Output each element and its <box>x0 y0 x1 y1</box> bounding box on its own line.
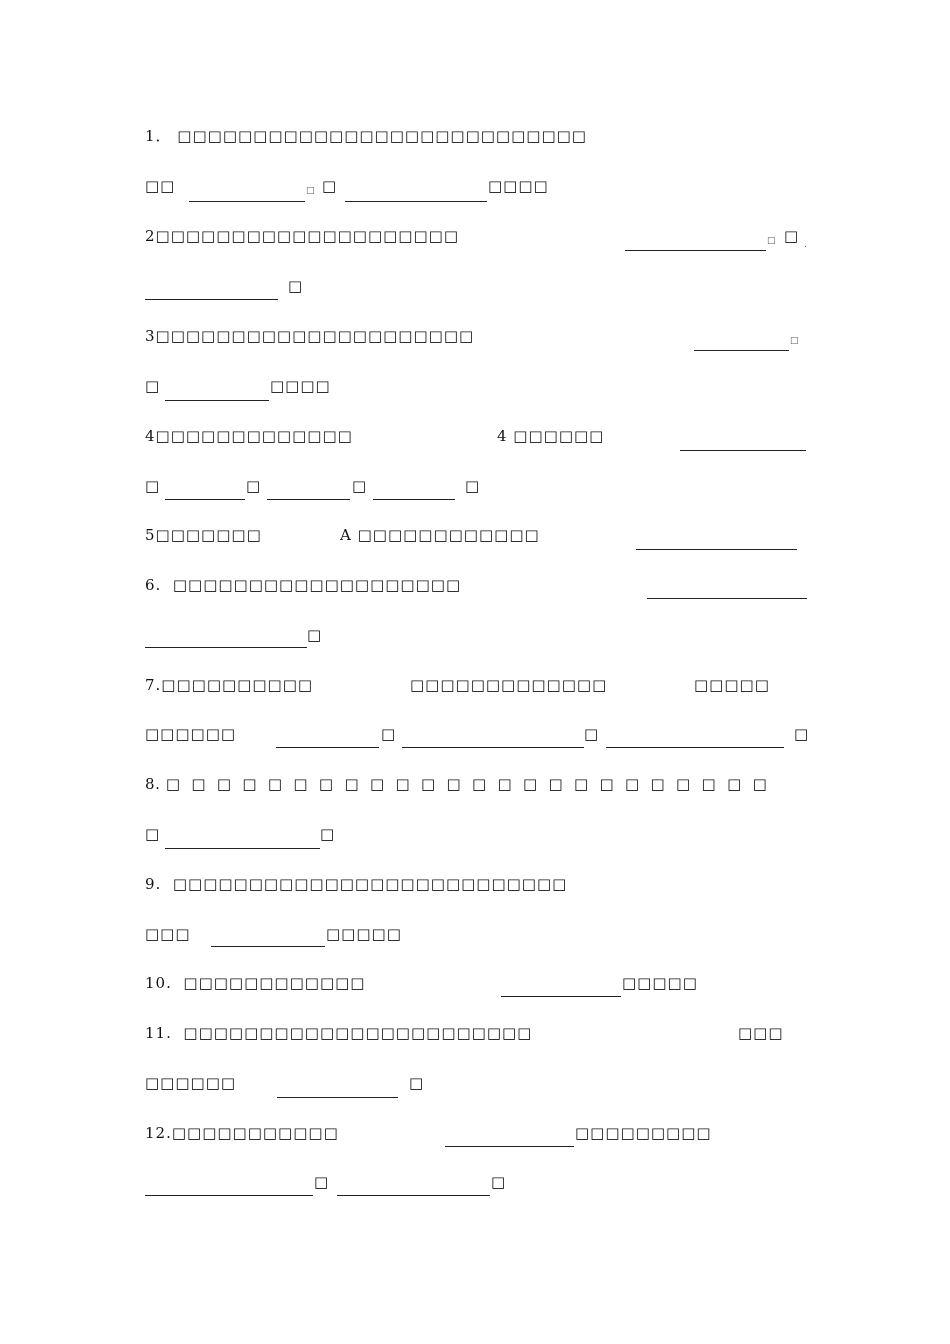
q7-blank-3[interactable] <box>606 747 784 748</box>
q3-blank-2[interactable] <box>165 400 269 401</box>
q11-text-2: □□□ <box>738 1024 784 1042</box>
q2-small-box: □ <box>767 236 776 246</box>
q4-prefix: □ <box>145 477 161 495</box>
q1-prefix: □□ <box>145 177 176 195</box>
q12-blank-1[interactable] <box>445 1146 574 1147</box>
q9-suffix: □□□□□ <box>326 925 402 943</box>
q3-blank-1[interactable] <box>694 350 789 351</box>
q4-blank-3[interactable] <box>267 499 350 500</box>
q6-blank-1[interactable] <box>647 598 807 599</box>
q5-text-2: A □□□□□□□□□□□□ <box>340 526 540 544</box>
q4-text: 4□□□□□□□□□□□□□ <box>145 427 353 445</box>
q7-sep-1: □ <box>381 725 397 743</box>
q6-end: □ <box>307 626 323 644</box>
q2-sep: □ <box>784 227 800 245</box>
q12-end: □ <box>491 1173 507 1191</box>
q5-blank-1[interactable] <box>636 549 797 550</box>
q2-text: 2□□□□□□□□□□□□□□□□□□□□ <box>145 227 459 245</box>
q11-blank-1[interactable] <box>277 1097 398 1098</box>
q4-sep-2: □ <box>352 477 368 495</box>
q9-prefix: □□□ <box>145 925 191 943</box>
q3-prefix: □ <box>145 377 161 395</box>
q4-text-2: 4 □□□□□□ <box>497 427 605 445</box>
q10-text: 10. □□□□□□□□□□□□ <box>145 974 366 992</box>
q8-prefix: □ <box>145 825 161 843</box>
q7-text: 7.□□□□□□□□□□ <box>145 676 314 694</box>
q2-blank-2[interactable] <box>145 299 278 300</box>
q12-sep: □ <box>314 1173 330 1191</box>
q10-blank-1[interactable] <box>501 996 621 997</box>
q9-text: 9. □□□□□□□□□□□□□□□□□□□□□□□□□□ <box>145 875 568 893</box>
q2-blank-1[interactable] <box>625 250 766 251</box>
q6-text: 6. □□□□□□□□□□□□□□□□□□□ <box>145 576 462 594</box>
q4-end: □ <box>465 477 481 495</box>
q3-suffix: □□□□ <box>270 377 331 395</box>
q8-blank-1[interactable] <box>165 848 320 849</box>
q11-prefix: □□□□□□ <box>145 1074 237 1092</box>
q1-small-box: □ <box>306 186 315 196</box>
q10-suffix: □□□□□ <box>622 974 698 992</box>
q1-suffix: □□□□ <box>488 177 549 195</box>
q8-text: 8. □ □ □ □ □ □ □ □ □ □ □ □ □ □ □ □ □ □ □ □ □ □ □ □ <box>145 775 768 793</box>
q4-sep-1: □ <box>246 477 262 495</box>
q7-text-3: □□□□□ <box>694 676 770 694</box>
q11-end: □ <box>409 1074 425 1092</box>
q6-blank-2[interactable] <box>145 647 307 648</box>
q7-blank-2[interactable] <box>402 747 584 748</box>
q12-text-2: □□□□□□□□□ <box>575 1124 712 1142</box>
q4-blank-4[interactable] <box>373 499 455 500</box>
q2-end: □ <box>288 277 304 295</box>
q7-prefix: □□□□□□ <box>145 725 237 743</box>
q7-text-2: □□□□□□□□□□□□□ <box>410 676 608 694</box>
q7-end: □ <box>794 725 810 743</box>
q3-text: 3□□□□□□□□□□□□□□□□□□□□□ <box>145 327 475 345</box>
q1-blank-1[interactable] <box>189 201 305 202</box>
q4-blank-2[interactable] <box>165 499 245 500</box>
q12-blank-2[interactable] <box>145 1195 313 1196</box>
q8-end: □ <box>320 825 336 843</box>
q12-text: 12.□□□□□□□□□□□ <box>145 1124 339 1142</box>
q1-blank-2[interactable] <box>345 201 487 202</box>
q11-text: 11. □□□□□□□□□□□□□□□□□□□□□□□ <box>145 1024 533 1042</box>
q1-text: 1． □□□□□□□□□□□□□□□□□□□□□□□□□□□ <box>145 127 587 145</box>
q12-blank-3[interactable] <box>337 1195 490 1196</box>
q7-blank-1[interactable] <box>276 747 379 748</box>
q3-small-box: □ <box>790 336 799 346</box>
q2-dot: . <box>804 240 807 250</box>
q1-sep: □ <box>322 177 338 195</box>
q9-blank-1[interactable] <box>211 946 325 947</box>
q7-sep-2: □ <box>584 725 600 743</box>
q4-blank-1[interactable] <box>680 450 806 451</box>
q5-text: 5□□□□□□□ <box>145 526 262 544</box>
